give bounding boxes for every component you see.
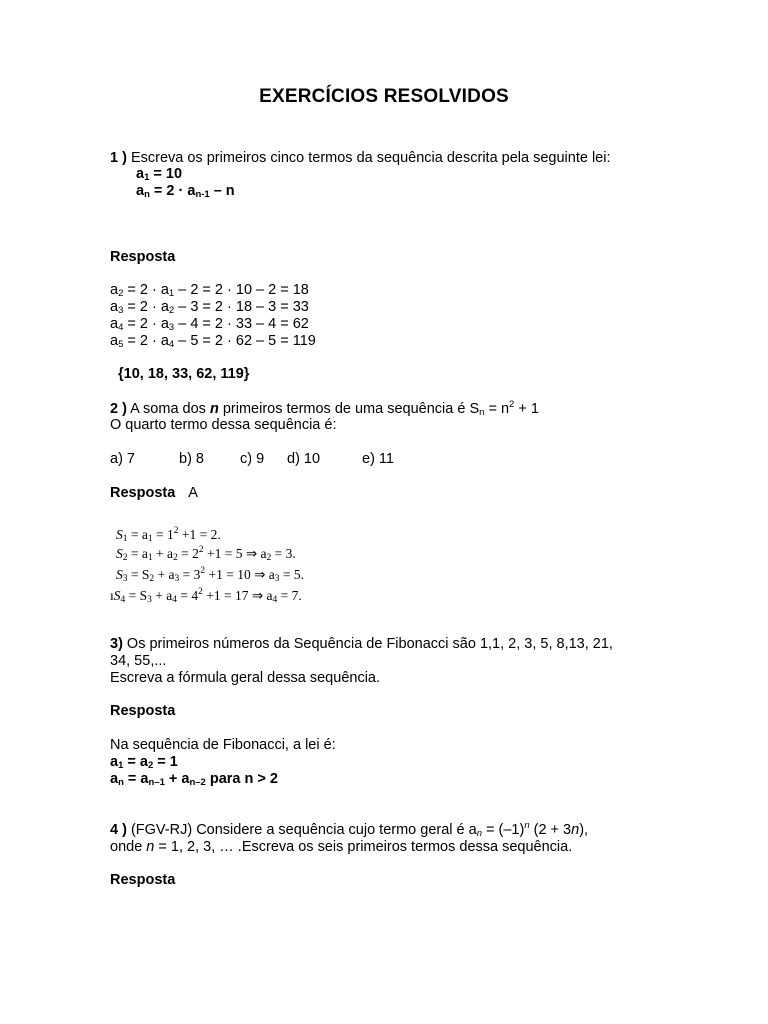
page-title: EXERCÍCIOS RESOLVIDOS (259, 86, 509, 107)
q3-task: Escreva a fórmula geral dessa sequência. (110, 670, 381, 686)
q4-answer-label: Resposta (110, 872, 176, 888)
q1-step: $a_2 = 2 \cdot a_1 - 2 = 2 \cdot 10 - 2 = 18$ (110, 282, 309, 299)
q1-step: $a_3 = 2 \cdot a_2 - 3 = 2 \cdot 18 - 3 = 33$ (110, 299, 309, 316)
q1-step: $a_5 = 2 \cdot a_4 - 5 = 2 \cdot 62 - 5 = 119$ (110, 333, 316, 350)
q3-rule-1: $a_1 = a_2 = 1$ (110, 754, 178, 771)
q2-work-line: $S_3 = S_2 + a_3 = 3^2 +1 = 10$ ⇒ $a_3 = 5$. (116, 566, 305, 584)
q2-statement: 2 ) A soma dos n primeiros termos de uma sequência é $S_n = n^2 + 1$ (110, 399, 539, 418)
q2-option-c: c) 9 (240, 451, 265, 467)
q1-step: $a_4 = 2 \cdot a_3 - 4 = 2 \cdot 33 - 4 = 62$ (110, 316, 309, 333)
q1-answer-label: Resposta (110, 249, 176, 265)
q2-work-line: $ıS_4 = S_3 + a_4 = 4^2 +1 = 17$ ⇒ $a_4 = 7$. (110, 587, 302, 605)
q2-option-d: d) 10 (287, 451, 321, 467)
q2-work-line: $S_2 = a_1 + a_2 = 2^2 +1 = 5$ ⇒ $a_2 = 3$. (116, 545, 296, 563)
q2-option-e: e) 11 (362, 451, 394, 467)
q3-intro: Na sequência de Fibonacci, a lei é: (110, 737, 336, 753)
q4-statement-cont: onde n = 1, 2, 3, … .Escreva os seis primeiros termos dessa sequência. (110, 839, 573, 855)
q1-law-line1: $a_1 = 10$ (136, 166, 183, 183)
q3-statement: 3) Os primeiros números da Sequência de Fibonacci são 1,1, 2, 3, 5, 8,13, 21, (110, 636, 613, 652)
q1-law-line2: $a_n = 2 \cdot a_{n-1} - n$ (136, 183, 235, 200)
q1-statement (110, 150, 611, 167)
q4-statement: 4 ) (FGV-RJ) Considere a sequência cujo termo geral é $a_n = (-1)^n$ (2 + 3n), (110, 820, 589, 839)
q2-option-b: b) 8 (179, 451, 204, 467)
q3-answer-label: Resposta (110, 703, 176, 719)
q1-text: Escreva os primeiros cinco termos da sequência descrita pela seguinte lei: (126, 150, 611, 166)
q2-work-line: $S_1 = a_1 = 1^2 +1 = 2$. (116, 526, 221, 544)
q1-result: {10, 18, 33, 62, 119} (118, 366, 250, 382)
q2-option-a: a) 7 (110, 451, 135, 467)
q2-answer-label: Resposta (110, 485, 176, 501)
q2-answer-value: A (188, 485, 198, 501)
q2-question: O quarto termo dessa sequência é: (110, 417, 337, 433)
q2-answer (110, 485, 198, 502)
q1-number: 1 ) (110, 150, 127, 166)
q3-statement-cont: 34, 55,... (110, 653, 167, 669)
q3-rule-2: $a_n = a_{n-1} + a_{n-2}$ para n > 2 (110, 771, 278, 788)
